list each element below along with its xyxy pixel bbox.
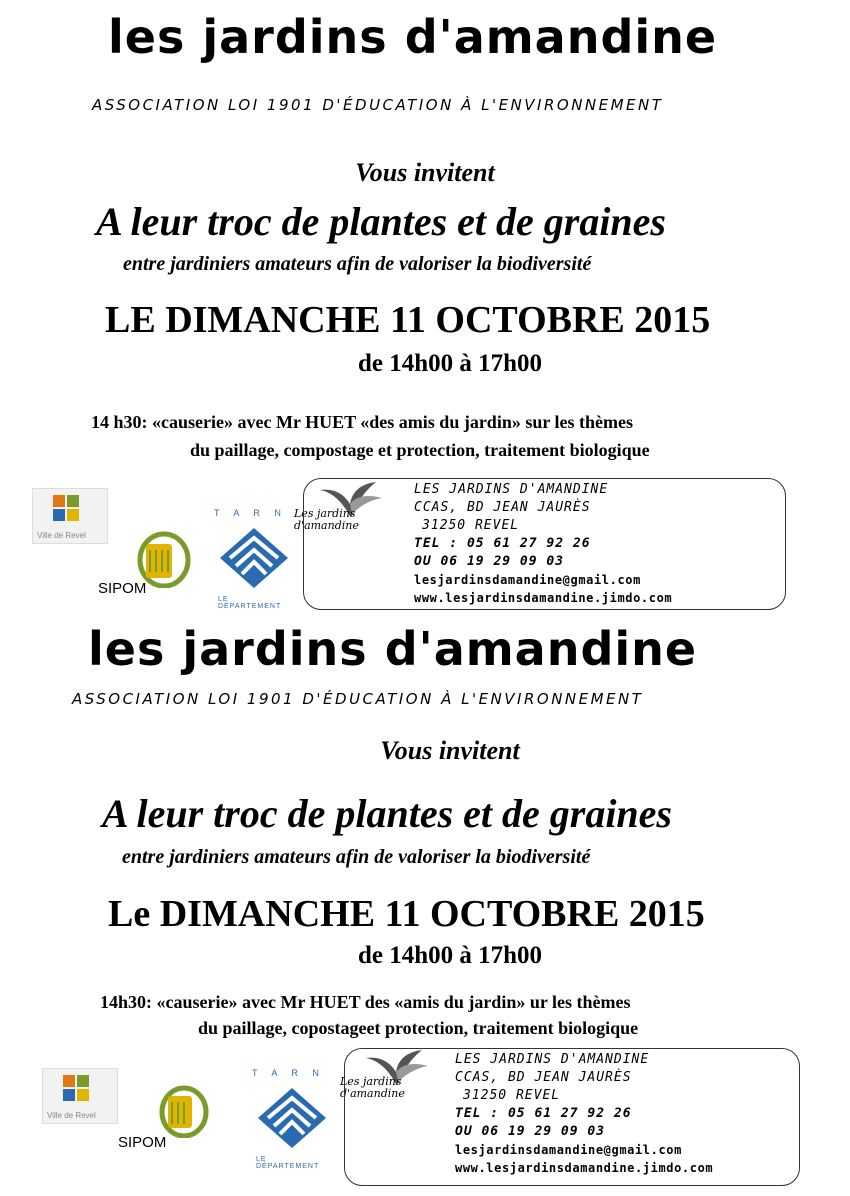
sipom-label: SIPOM (98, 580, 147, 597)
brand-title: les jardins d'amandine (88, 622, 698, 676)
contact-email: lesjardinsdamandine@gmail.com (414, 573, 641, 587)
talk-line-1: 14 h30: «causerie» avec Mr HUET «des amis du jardin» sur les thèmes (91, 412, 633, 432)
contact-email: lesjardinsdamandine@gmail.com (455, 1143, 682, 1157)
contact-box (303, 478, 786, 610)
headline: A leur troc de plantes et de graines (102, 791, 672, 836)
tarn-icon (254, 1084, 330, 1152)
sipom-label: SIPOM (118, 1134, 167, 1151)
contact-address: CCAS, BD JEAN JAURÈS (455, 1070, 632, 1085)
talk-line-2: du paillage, compostage et protection, traitement biologique (190, 440, 650, 460)
ville-revel-icon (43, 1069, 119, 1107)
event-time: de 14h00 à 17h00 (357, 942, 543, 969)
headline: A leur troc de plantes et de graines (96, 199, 666, 244)
tagline: entre jardiniers amateurs afin de valoriser la biodiversité (122, 846, 591, 868)
departement-label: LE DÉPARTEMENT (256, 1156, 320, 1170)
ville-revel-label: Ville de Revel (47, 1111, 96, 1120)
tarn-icon (216, 524, 292, 592)
sipom-icon (118, 1082, 218, 1138)
event-date: LE DIMANCHE 11 OCTOBRE 2015 (105, 299, 711, 341)
departement-label: LE DÉPARTEMENT (218, 596, 282, 610)
ville-revel-logo (32, 488, 108, 544)
tagline: entre jardiniers amateurs afin de valoriser la biodiversité (123, 253, 592, 275)
sipom-logo (98, 528, 198, 608)
contact-name: LES JARDINS D'AMANDINE (414, 482, 609, 497)
contact-address: CCAS, BD JEAN JAURÈS (414, 500, 591, 515)
tarn-logo (214, 508, 294, 608)
contact-tel: TEL : 05 61 27 92 26 (455, 1106, 632, 1121)
tarn-label: T A R N (252, 1068, 325, 1078)
contact-alt-tel: OU 06 19 29 09 03 (455, 1124, 606, 1139)
flyer-bottom (0, 612, 850, 1196)
invite-line: Vous invitent (380, 736, 520, 765)
contact-tel: TEL : 05 61 27 92 26 (414, 536, 591, 551)
ville-revel-label: Ville de Revel (37, 531, 86, 540)
event-time: de 14h00 à 17h00 (357, 350, 543, 377)
contact-city: 31250 REVEL (422, 518, 520, 533)
brand-title: les jardins d'amandine (108, 10, 718, 64)
talk-line-2: du paillage, copostageet protection, traitement biologique (198, 1018, 639, 1038)
mini-brand-text: Les jardins d'amandine (294, 507, 359, 532)
contact-name: LES JARDINS D'AMANDINE (455, 1052, 650, 1067)
sipom-logo (118, 1082, 218, 1162)
association-subtitle: ASSOCIATION LOI 1901 D'ÉDUCATION À L'ENVIRONNEMENT (72, 690, 644, 708)
sipom-icon (98, 528, 198, 588)
association-subtitle: ASSOCIATION LOI 1901 D'ÉDUCATION À L'ENVIRONNEMENT (92, 96, 664, 114)
contact-alt-tel: OU 06 19 29 09 03 (414, 554, 565, 569)
contact-city: 31250 REVEL (463, 1088, 561, 1103)
ville-revel-icon (33, 489, 109, 527)
tarn-label: T A R N (214, 508, 287, 518)
invite-line: Vous invitent (355, 158, 495, 187)
talk-line-1: 14h30: «causerie» avec Mr HUET des «amis du jardin» ur les thèmes (100, 992, 631, 1012)
contact-web: www.lesjardinsdamandine.jimdo.com (414, 591, 673, 605)
event-date: Le DIMANCHE 11 OCTOBRE 2015 (108, 893, 705, 935)
ville-revel-logo (42, 1068, 118, 1124)
contact-box (344, 1048, 800, 1186)
contact-web: www.lesjardinsdamandine.jimdo.com (455, 1161, 714, 1175)
mini-brand-text: Les jardins d'amandine (340, 1075, 405, 1100)
tarn-logo (252, 1068, 332, 1168)
